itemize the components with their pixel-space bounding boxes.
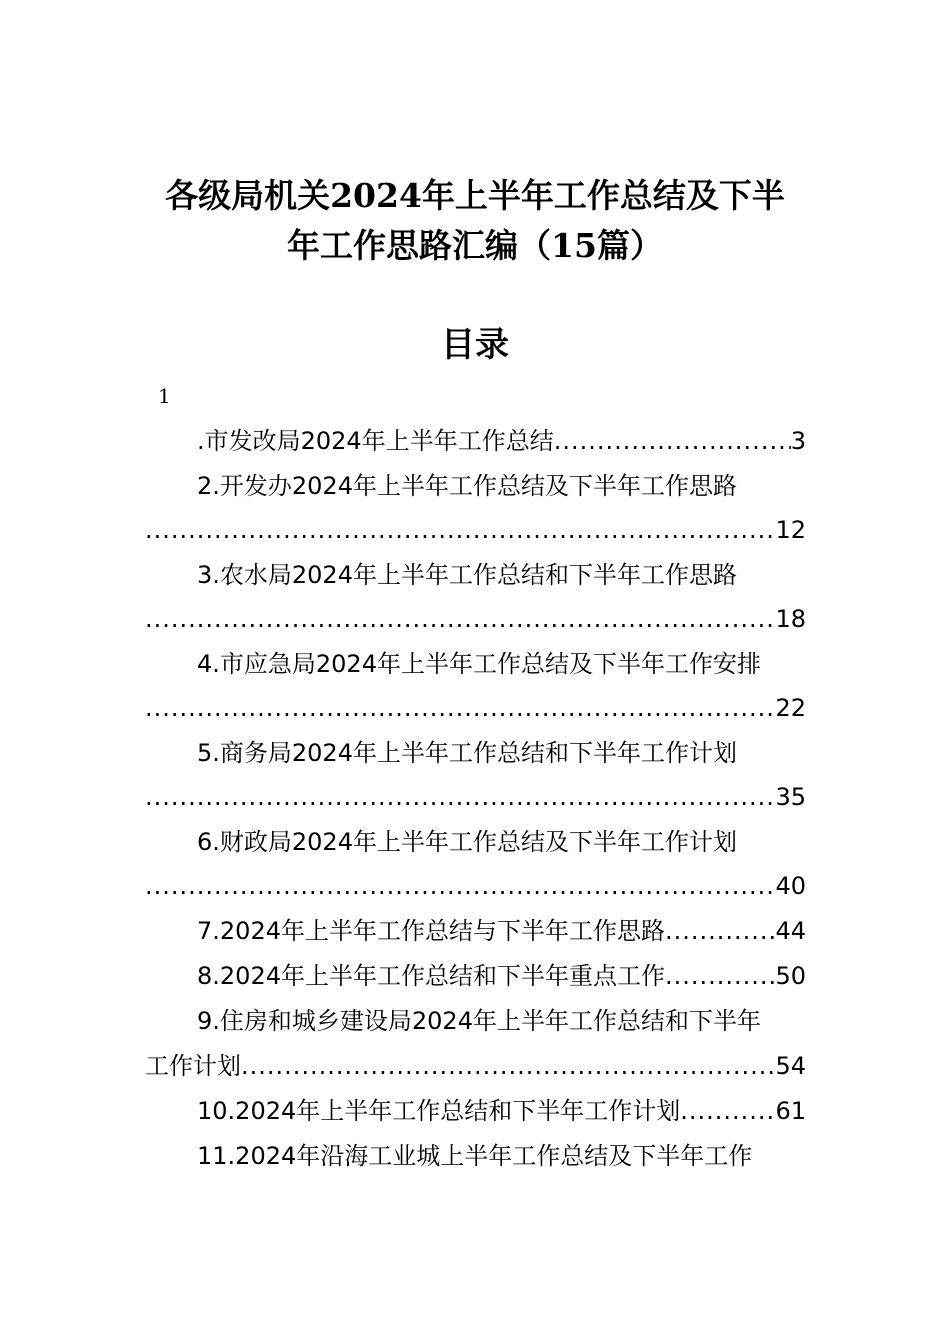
dot-leader — [145, 780, 775, 814]
toc-entry-9-cont[interactable] — [145, 1049, 806, 1083]
dot-leader — [241, 1049, 775, 1083]
toc-entry-title: 6.财政局2024年上半年工作总结及下半年工作计划 — [197, 828, 737, 856]
dot-leader — [554, 424, 791, 458]
toc-page-number: 50 — [775, 962, 806, 990]
dot-leader — [145, 869, 775, 903]
document-title-line-1: 各级局机关2024年上半年工作总结及下半 — [165, 176, 785, 215]
toc-page-number: 40 — [775, 872, 806, 900]
toc-entry-title-cont: 工作计划 — [145, 1052, 241, 1080]
toc-entry-title: 5.商务局2024年上半年工作总结和下半年工作计划 — [197, 739, 737, 767]
toc-page-number: 61 — [775, 1097, 806, 1125]
document-title-line-2: 年工作思路汇编（15篇） — [287, 226, 663, 265]
toc-entry-4[interactable] — [145, 647, 806, 681]
dot-leader — [145, 513, 775, 547]
toc-heading: 目录 — [441, 325, 509, 365]
toc-page-number: 18 — [775, 605, 806, 633]
toc-page-number: 35 — [775, 783, 806, 811]
toc-entry-title: 3.农水局2024年上半年工作总结和下半年工作思路 — [197, 561, 737, 589]
toc-entry-title: 7.2024年上半年工作总结与下半年工作思路 — [197, 917, 665, 945]
toc-entry-8[interactable] — [145, 959, 806, 993]
toc-entry-title: 2.开发办2024年上半年工作总结及下半年工作思路 — [197, 472, 737, 500]
toc-page-number: 12 — [775, 516, 806, 544]
toc-entry-title: 10.2024年上半年工作总结和下半年工作计划 — [197, 1097, 681, 1125]
toc-entry-6[interactable] — [145, 825, 806, 859]
toc-entry-title: 4.市应急局2024年上半年工作总结及下半年工作安排 — [197, 650, 761, 678]
toc-entry-2[interactable] — [145, 469, 806, 503]
toc-entry-title: .市发改局2024年上半年工作总结 — [197, 427, 554, 455]
dot-leader — [665, 959, 775, 993]
stray-number: 1 — [158, 384, 171, 408]
toc-entry-6-cont[interactable] — [145, 869, 806, 903]
dot-leader — [145, 602, 775, 636]
toc-entry-5-cont[interactable] — [145, 780, 806, 814]
toc-entry-10[interactable] — [145, 1094, 806, 1128]
toc-page-number: 54 — [775, 1052, 806, 1080]
toc-entry-title: 8.2024年上半年工作总结和下半年重点工作 — [197, 962, 665, 990]
dot-leader — [145, 691, 775, 725]
toc-entry-4-cont[interactable] — [145, 691, 806, 725]
toc-entry-title: 11.2024年沿海工业城上半年工作总结及下半年工作 — [197, 1142, 753, 1170]
toc-page-number: 22 — [775, 694, 806, 722]
toc-entry-2-cont[interactable] — [145, 513, 806, 547]
toc-entry-11[interactable] — [145, 1139, 806, 1173]
dot-leader — [665, 914, 775, 948]
toc-page-number: 44 — [775, 917, 806, 945]
toc-entry-3[interactable] — [145, 558, 806, 592]
toc-entry-9[interactable] — [145, 1004, 806, 1038]
toc-entry-title: 9.住房和城乡建设局2024年上半年工作总结和下半年 — [197, 1007, 761, 1035]
toc-entry-7[interactable] — [145, 914, 806, 948]
toc-entry-3-cont[interactable] — [145, 602, 806, 636]
toc-page-number: 3 — [790, 427, 806, 455]
dot-leader — [680, 1094, 775, 1128]
toc-entry-5[interactable] — [145, 736, 806, 770]
toc-entry-1[interactable] — [145, 424, 806, 458]
